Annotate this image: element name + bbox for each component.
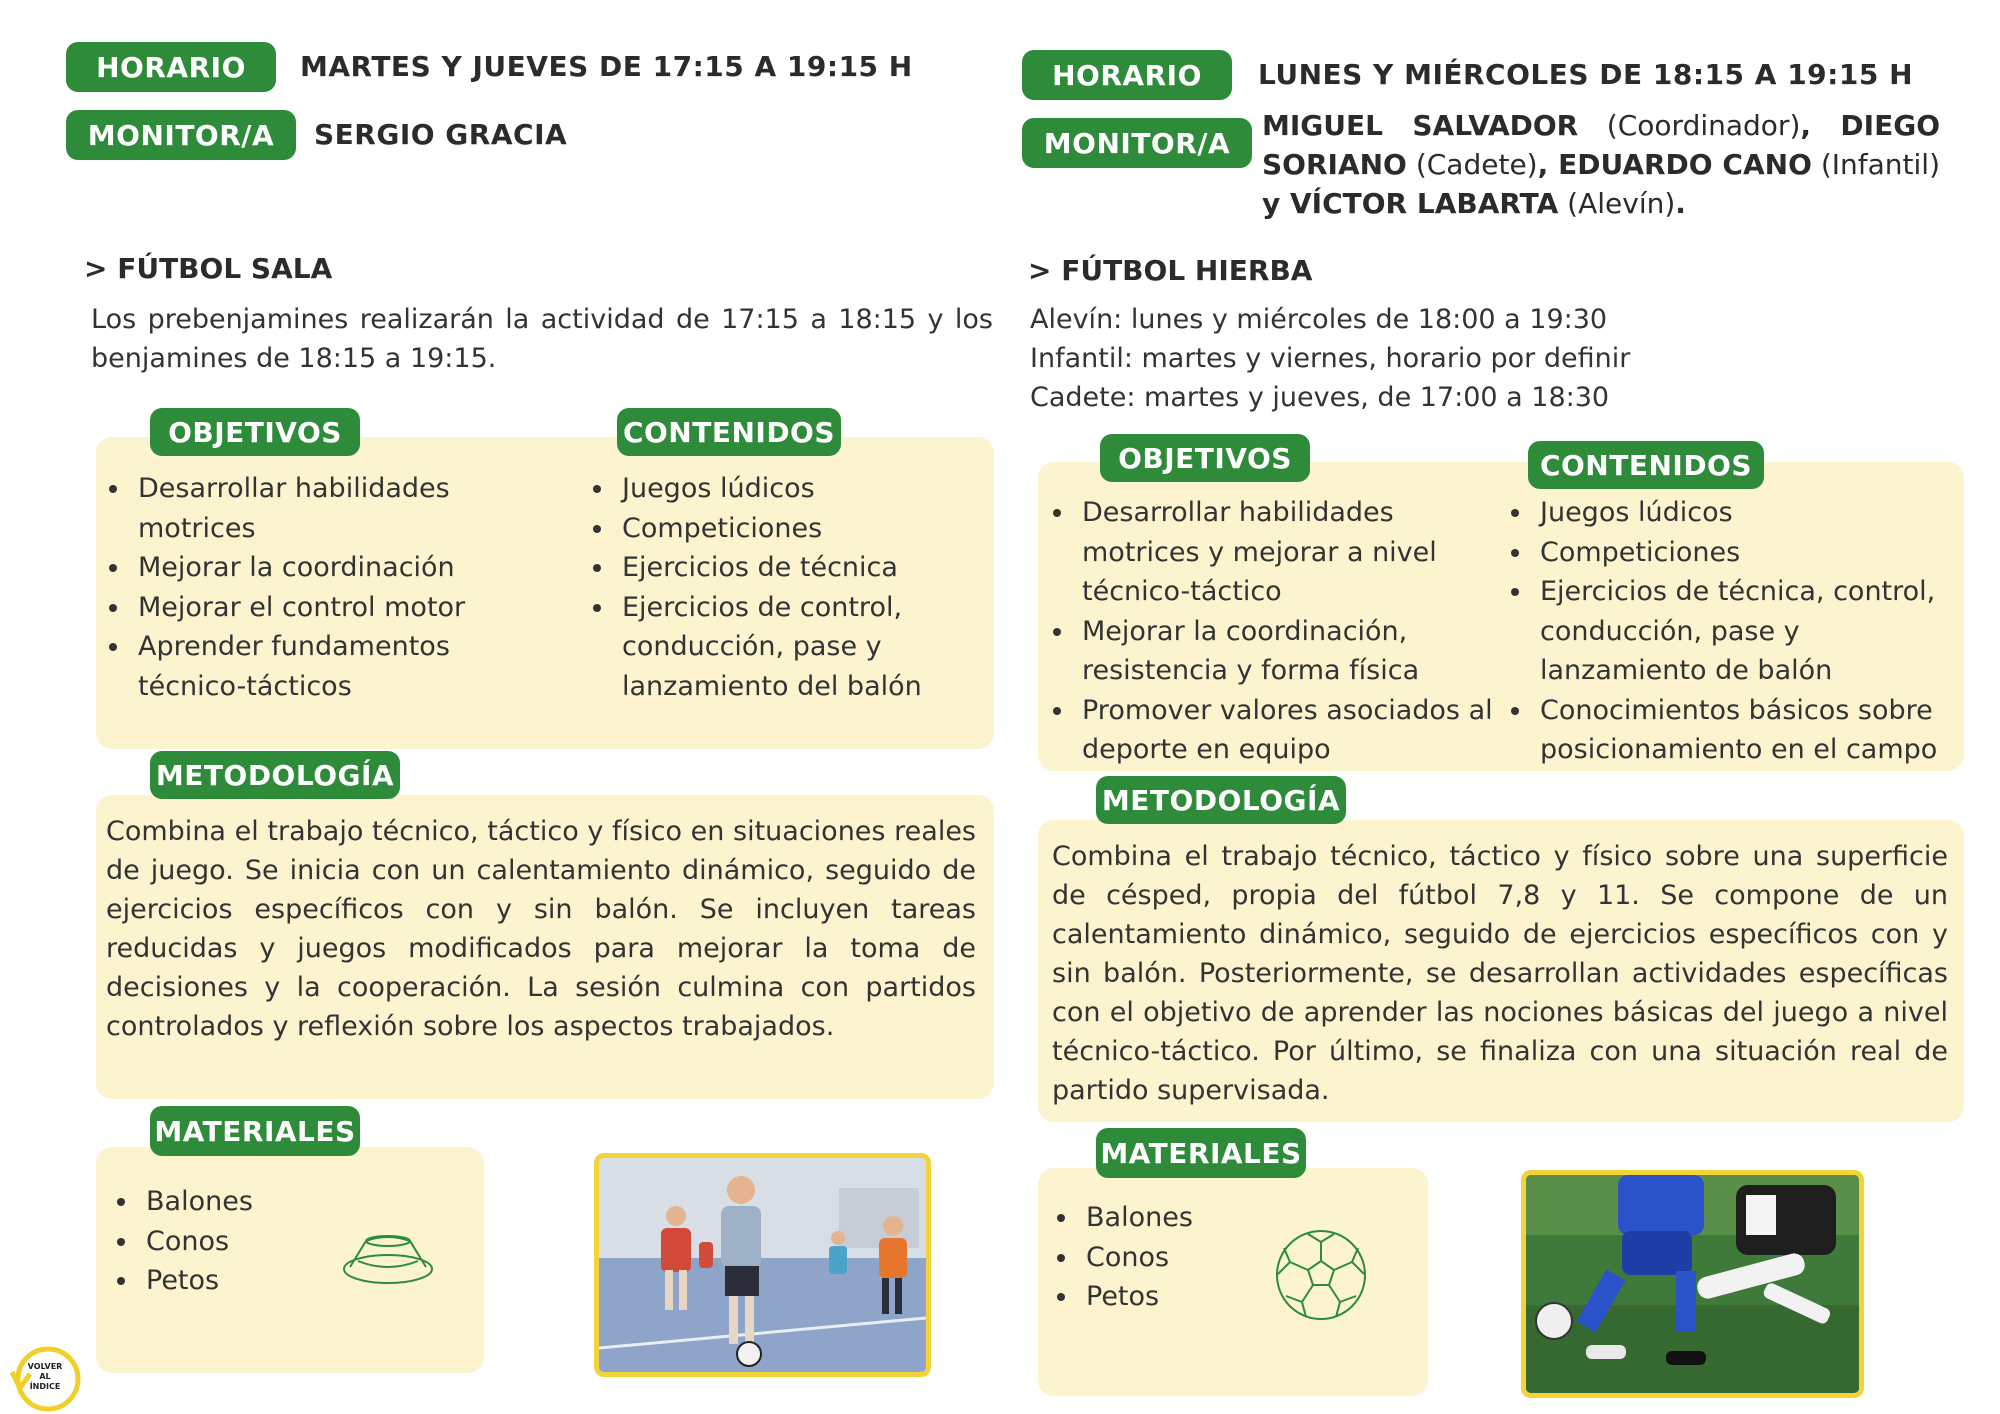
list-item: • Competiciones (616, 509, 996, 549)
list-item: • Mejorar la coordinación (132, 548, 512, 588)
list-item: • Petos (1080, 1277, 1320, 1317)
objetivos-list-right (1046, 493, 1496, 770)
contenidos-label-right: CONTENIDOS (1528, 441, 1764, 489)
monitor-text-left: SERGIO GRACIA (314, 118, 568, 151)
metodologia-label-left: METODOLOGÍA (150, 751, 400, 799)
back-line: ÍNDICE (29, 1382, 61, 1391)
cone-icon (340, 1225, 436, 1289)
list-item: • Desarrollar habilidades motrices y mejorar a nivel técnico-táctico (1076, 493, 1496, 612)
list-item: • Mejorar la coordinación, resistencia y forma física (1076, 612, 1496, 691)
back-to-index-label[interactable] (20, 1362, 70, 1392)
metodologia-label-right: METODOLOGÍA (1096, 776, 1346, 824)
list-item: • Conocimientos básicos sobre posicionamiento en el campo (1534, 691, 1974, 770)
intro-futbol-sala: Los prebenjamines realizarán la actividad de 17:15 a 18:15 y los benjamines de 18:15 a 19:15. (91, 304, 993, 374)
soccer-ball-icon (1274, 1228, 1368, 1322)
list-item: • Mejorar el control motor (132, 588, 512, 628)
monitor-text-right (1262, 106, 1940, 223)
metodologia-text-right: Combina el trabajo técnico, táctico y físico sobre una superficie de césped, propia del fútbol 7,8 y 11. Se compone de un calentamiento dinámico, seguido de ejercicios específicos con y sin balón. Posteriormente, se desarrollan actividades específicas con el objetivo de aprender las nociones básicas del juego a nivel técnico-táctico. Por último, se finaliza con una situación real de partido supervisada. (1052, 841, 1948, 1106)
section-title-futbol-sala: > FÚTBOL SALA (84, 252, 333, 285)
horario-text-right: LUNES Y MIÉRCOLES DE 18:15 A 19:15 H (1258, 58, 1913, 91)
list-item: • Balones (140, 1182, 380, 1222)
monitor-name: MIGUEL SALVADOR (1262, 109, 1579, 142)
contenidos-list-right (1504, 493, 1974, 770)
photo-football-grass (1521, 1170, 1864, 1398)
horario-label-left: HORARIO (66, 42, 276, 92)
contenidos-list-left (586, 469, 996, 706)
list-item: • Competiciones (1534, 533, 1974, 573)
materiales-label-left: MATERIALES (150, 1106, 360, 1156)
back-line: VOLVER (27, 1362, 63, 1371)
horario-text-left: MARTES Y JUEVES DE 17:15 A 19:15 H (300, 50, 913, 83)
metodologia-text-left: Combina el trabajo técnico, táctico y físico en situaciones reales de juego. Se inicia con un calentamiento dinámico, seguido de ejercicios específicos con y sin balón. Se incluyen tareas reducidas y juegos modificados para mejorar la toma de decisiones y la cooperación. La sesión culmina con partidos controlados y reflexión sobre los aspectos trabajados. (106, 816, 976, 1042)
monitor-role: (Coordinador) (1578, 109, 1801, 142)
schedule-line: Cadete: martes y jueves, de 17:00 a 18:30 (1030, 382, 1610, 413)
schedule-line: Infantil: martes y viernes, horario por definir (1030, 343, 1631, 374)
objetivos-label-left: OBJETIVOS (150, 408, 360, 456)
list-item: • Conos (140, 1222, 380, 1262)
list-item: • Promover valores asociados al deporte en equipo (1076, 691, 1496, 770)
objetivos-label-right: OBJETIVOS (1100, 434, 1310, 482)
contenidos-label-left: CONTENIDOS (617, 408, 841, 456)
monitor-name: , DIEGO SORIANO (1262, 109, 1940, 181)
list-item: • Juegos lúdicos (1534, 493, 1974, 533)
monitor-role: (Cadete) (1406, 148, 1538, 181)
monitor-name: , EDUARDO CANO (1537, 148, 1812, 181)
monitor-role: (Infantil) (1811, 148, 1940, 181)
list-item: • Desarrollar habilidades motrices (132, 469, 512, 548)
materiales-label-right: MATERIALES (1096, 1128, 1306, 1178)
section-title-futbol-hierba: > FÚTBOL HIERBA (1028, 254, 1313, 287)
list-item: • Ejercicios de control, conducción, pase y lanzamiento del balón (616, 588, 996, 707)
photo-futsal-kids (594, 1153, 931, 1377)
schedule-line: Alevín: lunes y miércoles de 18:00 a 19:30 (1030, 304, 1608, 335)
monitor-label-right: MONITOR/A (1022, 118, 1252, 168)
list-item: • Conos (1080, 1238, 1320, 1278)
list-item: • Juegos lúdicos (616, 469, 996, 509)
list-item: • Ejercicios de técnica (616, 548, 996, 588)
horario-label-right: HORARIO (1022, 50, 1232, 100)
list-item: • Ejercicios de técnica, control, conducción, pase y lanzamiento de balón (1534, 572, 1974, 691)
list-item: • Aprender fundamentos técnico-tácticos (132, 627, 512, 706)
back-line: AL (39, 1372, 51, 1381)
list-item: • Petos (140, 1261, 380, 1301)
futsal-photo-illustration (599, 1158, 926, 1372)
monitor-end: . (1675, 187, 1686, 220)
objetivos-list-left (102, 469, 512, 706)
schedule-futbol-hierba (1030, 300, 1930, 417)
monitor-role: (Alevín) (1558, 187, 1676, 220)
monitor-name: y VÍCTOR LABARTA (1262, 187, 1559, 220)
football-photo-illustration (1526, 1175, 1859, 1393)
monitor-label-left: MONITOR/A (66, 110, 296, 160)
list-item: • Balones (1080, 1198, 1320, 1238)
